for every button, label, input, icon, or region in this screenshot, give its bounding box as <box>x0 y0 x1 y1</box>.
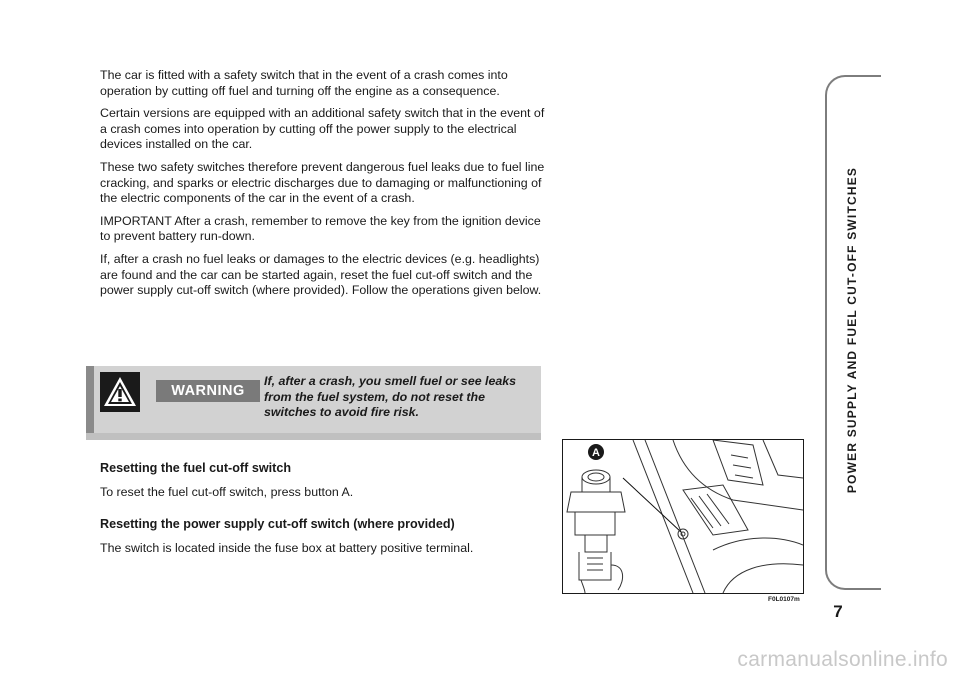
watermark: carmanualsonline.info <box>737 648 948 671</box>
paragraph: If, after a crash no fuel leaks or damages to the electric devices (e.g. headlights) are found and the car can be started again, reset the fuel cut-off switch and the power supply cut-off switch (where provided). Follow the operations given below. <box>100 251 542 298</box>
warning-edge <box>86 366 94 440</box>
warning-foot <box>86 433 541 440</box>
paragraph: These two safety switches therefore prevent dangerous fuel leaks due to fuel line cracking, and sparks or electric discharges due to damaging or malfunctioning of the electric components of the car in the event of a crash. <box>100 159 545 206</box>
warning-text: If, after a crash, you smell fuel or see leaks from the fuel system, do not reset the switches to avoid fire risk. <box>264 374 517 419</box>
section-heading: Resetting the fuel cut-off switch <box>100 461 292 475</box>
callout-a: A <box>592 447 600 459</box>
section-fuel-reset <box>100 460 545 500</box>
paragraph: Certain versions are equipped with an additional safety switch that in the event of a crash comes into operation by cutting off the power supply to the electrical devices installed on the car. <box>100 106 545 152</box>
paragraph: The car is fitted with a safety switch that in the event of a crash comes into operation by cutting off fuel and turning off the engine as a consequence. <box>100 68 508 98</box>
warning-triangle-icon <box>100 372 140 412</box>
warning-box <box>86 366 541 440</box>
section-power-reset <box>100 516 545 556</box>
section-text: The switch is located inside the fuse box at battery positive terminal. <box>100 541 474 555</box>
warning-label: WARNING <box>156 380 260 402</box>
section-heading: Resetting the power supply cut-off switch (where provided) <box>100 517 455 531</box>
figure-code: F0L0107m <box>768 596 800 603</box>
chapter-title: POWER SUPPLY AND FUEL CUT-OFF SWITCHES <box>845 166 859 494</box>
switch-drawing <box>563 440 803 593</box>
section-text: To reset the fuel cut-off switch, press button A. <box>100 485 354 499</box>
page-number: 7 <box>833 602 843 621</box>
body-text <box>100 68 545 306</box>
paragraph: IMPORTANT After a crash, remember to remove the key from the ignition device to prevent battery run-down. <box>100 213 541 244</box>
switch-illustration <box>562 439 804 594</box>
